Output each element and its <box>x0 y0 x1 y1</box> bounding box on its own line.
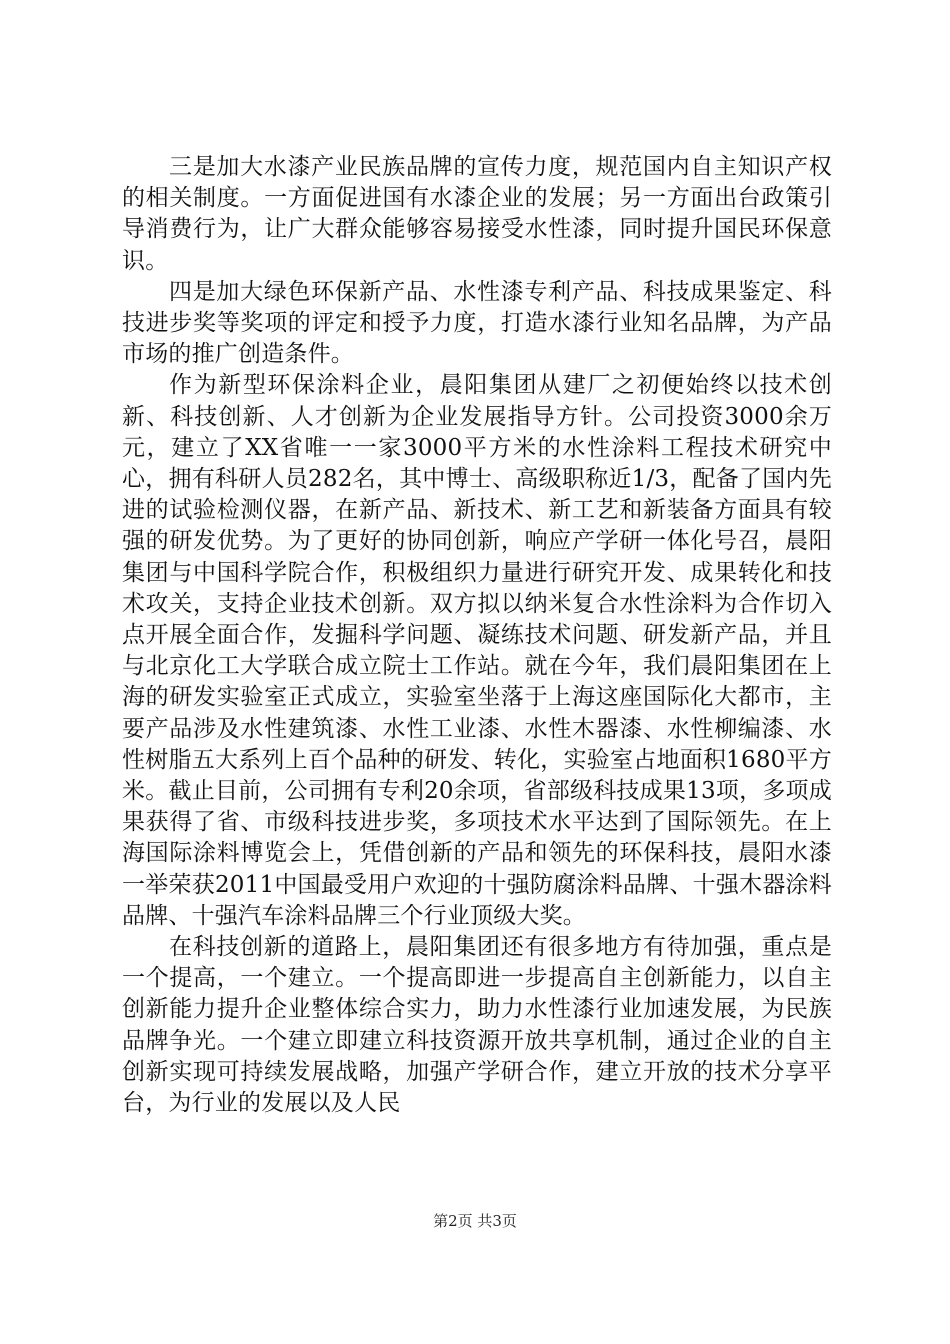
paragraph-company-innovation: 作为新型环保涂料企业，晨阳集团从建厂之初便始终以技术创新、科技创新、人才创新为企业发展指导方针。公司投资3000余万元，建立了XX省唯一一家3000平方米的水性涂料工程技术研究中心，拥有科研人员282名，其中博士、高级职称近1/3，配备了国内先进的试验检测仪器，在新产品、新技术、新工艺和新装备方面具有较强的研发优势。为了更好的协同创新，响应产学研一体化号召，晨阳集团与中国科学院合作，积极组织力量进行研究开发、成果转化和技术攻关，支持企业技术创新。双方拟以纳米复合水性涂料为合作切入点开展全面合作，发掘科学问题、凝练技术问题、研发新产品，并且与北京化工大学联合成立院士工作站。就在今年，我们晨阳集团在上海的研发实验室正式成立，实验室坐落于上海这座国际化大都市，主要产品涉及水性建筑漆、水性工业漆、水性木器漆、水性柳编漆、水性树脂五大系列上百个品种的研发、转化，实验室占地面积1680平方米。截止目前，公司拥有专利20余项，省部级科技成果13项，多项成果获得了省、市级科技进步奖，多项技术水平达到了国际领先。在上海国际涂料博览会上，凭借创新的产品和领先的环保科技，晨阳水漆一举荣获2011中国最受用户欢迎的十强防腐涂料品牌、十强木器涂料品牌、十强汽车涂料品牌三个行业顶级大奖。 <box>122 372 832 929</box>
paragraph-tech-road: 在科技创新的道路上，晨阳集团还有很多地方有待加强，重点是一个提高，一个建立。一个提高即进一步提高自主创新能力，以自主创新能力提升企业整体综合实力，助力水性漆行业加速发展，为民族品牌争光。一个建立即建立科技资源开放共享机制，通过企业的自主创新实现可持续发展战略，加强产学研合作，建立开放的技术分享平台，为行业的发展以及人民 <box>122 934 832 1117</box>
paragraph-item-3: 三是加大水漆产业民族品牌的宣传力度，规范国内自主知识产权的相关制度。一方面促进国有水漆企业的发展；另一方面出台政策引导消费行为，让广大群众能够容易接受水性漆，同时提升国民环保意识。 <box>122 154 832 274</box>
paragraph-item-4: 四是加大绿色环保新产品、水性漆专利产品、科技成果鉴定、科技进步奖等奖项的评定和授予力度，打造水漆行业知名品牌，为产品市场的推广创造条件。 <box>122 278 832 368</box>
document-body <box>122 152 832 1119</box>
page-footer: 第2页 共3页 <box>433 1212 517 1230</box>
